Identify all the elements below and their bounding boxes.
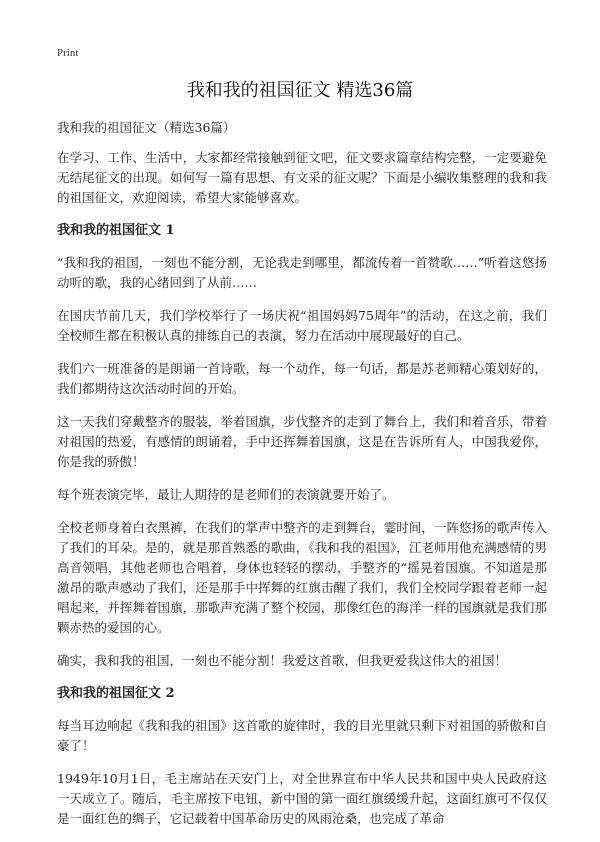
paragraph: 每当耳边响起《我和我的祖国》这首歌的旋律时，我的目光里就只剩下对祖国的骄傲和自豪了！ — [57, 718, 547, 753]
paragraph: 这一天我们穿戴整齐的服装，举着国旗，步伐整齐的走到了舞台上，我们和着音乐，带着对祖国的热爱，有感情的朗诵着，手中还挥舞着国旗，这是在告诉所有人，中国我爱你，你是我的骄傲！ — [57, 414, 547, 469]
intro-paragraph: 在学习、工作、生活中，大家都经常接触到征文吧，征文要求篇章结构完整，一定要避免无结尾征文的出现。如何写一篇有思想、有文采的征文呢？下面是小编收集整理的我和我的祖国征文，欢迎阅读，希望大家能够喜欢。 — [57, 150, 547, 205]
paragraph: 1949年10月1日，毛主席站在天安门上，对全世界宣布中华人民共和国中央人民政府这一天成立了。随后，毛主席按下电钮，新中国的第一面红旗缓缓升起，这面红旗可不仅仅是一面红色的绸子，它记载着中国革命历史的风雨沧桑，也完成了革命 — [57, 771, 547, 826]
section-heading: 我和我的祖国征文 2 — [57, 686, 175, 701]
paragraph: 我们六一班准备的是朗诵一首诗歌，每一个动作，每一句话，都是苏老师精心策划好的，我们都期待这次活动时间的开始。 — [57, 361, 547, 396]
document-body — [57, 118, 547, 842]
section-heading: 我和我的祖国征文 1 — [57, 223, 175, 238]
paragraph: 每个班表演完毕，最让人期待的是老师们的表演就要开始了。 — [57, 487, 395, 502]
paragraph: 全校老师身着白衣黑裤，在我们的掌声中整齐的走到舞台，霎时间，一阵悠扬的歌声传入了我们的耳朵。是的，就是那首熟悉的歌曲，《我和我的祖国》，江老师用他充满感情的男高音领唱，其他老师也合唱着，身体也轻轻的摆动，手整齐的“摇晃着国旗。不知道是那激昂的歌声感动了我们，还是那手中挥舞的红旗击醒了我们，我们全校同学跟着老师一起唱起来，并挥舞着国旗，那歌声充满了整个校园，那像红色的海洋一样的国旗就是我们那颗赤热的爱国的心。 — [57, 520, 547, 635]
print-link[interactable]: Print — [57, 47, 79, 59]
document-subtitle: 我和我的祖国征文（精选36篇） — [57, 120, 236, 135]
page-title: 我和我的祖国征文 精选36篇 — [186, 80, 414, 101]
paragraph: 在国庆节前几天，我们学校举行了一场庆祝“祖国妈妈75周年”的活动，在这之前，我们全校师生都在积极认真的排练自己的表演，努力在活动中展现最好的自己。 — [57, 308, 547, 343]
paragraph: “我和我的祖国，一刻也不能分割，无论我走到哪里，都流传着一首赞歌……”听着这悠扬动听的歌，我的心绪回到了从前…… — [57, 255, 547, 290]
paragraph: 确实，我和我的祖国，一刻也不能分割！我爱这首歌，但我更爱我这伟大的祖国！ — [57, 653, 508, 668]
